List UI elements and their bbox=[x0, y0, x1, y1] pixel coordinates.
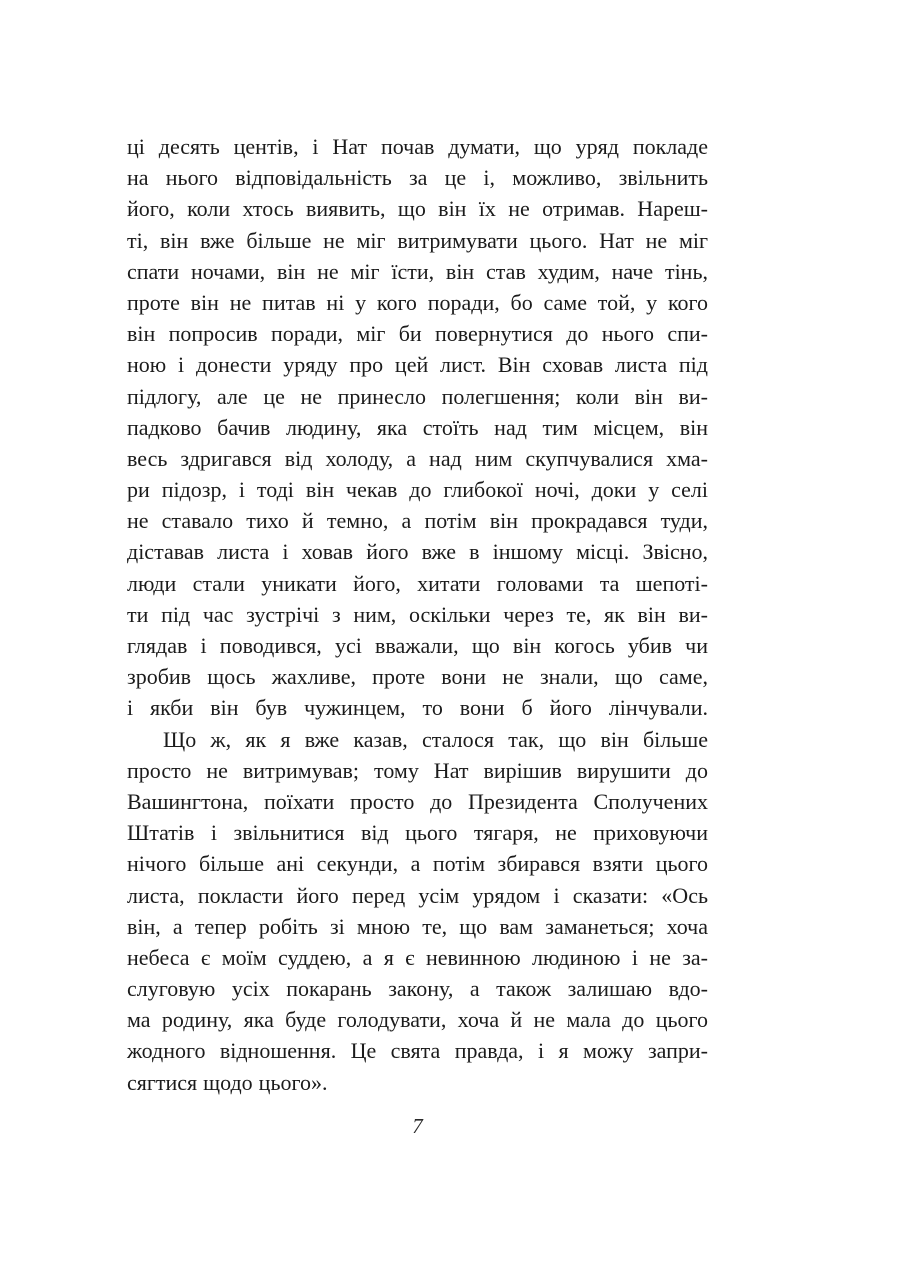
text-line: ма родину, яка буде голодувати, хоча й не мала до цього bbox=[127, 1007, 708, 1033]
text-line: нічого більше ані секунди, а потім збирався взяти цього bbox=[127, 851, 708, 877]
text-line: на нього відповідальність за це і, можливо, звільнить bbox=[127, 165, 708, 191]
text-line: підлогу, але це не принесло полегшення; коли він ви- bbox=[127, 383, 708, 409]
text-line: зробив щось жахливе, проте вони не знали, що саме, bbox=[127, 664, 708, 690]
text-line: він попросив поради, міг би повернутися до нього спи- bbox=[127, 321, 708, 347]
text-line: спати ночами, він не міг їсти, він став худим, наче тінь, bbox=[127, 258, 708, 284]
text-line: просто не витримував; тому Нат вирішив вирушити до bbox=[127, 757, 708, 783]
text-line: слуговую усіх покарань закону, а також залишаю вдо- bbox=[127, 976, 708, 1002]
text-line: люди стали уникати його, хитати головами та шепоті- bbox=[127, 570, 708, 596]
text-line: його, коли хтось виявить, що він їх не отримав. Нареш- bbox=[127, 196, 708, 222]
text-line: він, а тепер робіть зі мною те, що вам заманеться; хоча bbox=[127, 913, 708, 939]
text-line: глядав і поводився, усі вважали, що він когось убив чи bbox=[127, 633, 708, 658]
text-line: ри підозр, і тоді він чекав до глибокої ночі, доки у селі bbox=[127, 477, 708, 503]
page-number: 7 bbox=[412, 1114, 423, 1138]
text-line: Штатів і звільнитися від цього тягаря, не приховуючи bbox=[127, 820, 708, 846]
text-line: ці десять центів, і Нат почав думати, що уряд покладе bbox=[127, 134, 708, 159]
text-line: жодного відношення. Це свята правда, і я можу запри- bbox=[127, 1038, 708, 1064]
text-line: не ставало тихо й темно, а потім він прокрадався туди, bbox=[127, 508, 708, 534]
text-line: ти під час зустрічі з ним, оскільки через те, як він ви- bbox=[127, 601, 708, 627]
text-line: проте він не питав ні у кого поради, бо саме той, у кого bbox=[127, 289, 708, 315]
text-line: сягтися щодо цього». bbox=[127, 1069, 328, 1095]
text-line: діставав листа і ховав його вже в іншому місці. Звісно, bbox=[127, 539, 708, 565]
text-line: Що ж, як я вже казав, сталося так, що він більше bbox=[163, 726, 708, 752]
text-line: і якби він був чужинцем, то вони б його лінчували. bbox=[127, 695, 708, 721]
text-line: ті, він вже більше не міг витримувати цього. Нат не міг bbox=[127, 227, 708, 253]
text-line: небеса є моїм суддею, а я є невинною людиною і не за- bbox=[127, 944, 708, 970]
text-line: весь здригався від холоду, а над ним скупчувалися хма- bbox=[127, 445, 708, 471]
body-text bbox=[127, 131, 708, 1098]
text-line: падково бачив людину, яка стоїть над тим місцем, він bbox=[127, 414, 708, 440]
text-line: листа, покласти його перед усім урядом і сказати: «Ось bbox=[127, 882, 708, 908]
text-line: ною і донести уряду про цей лист. Він сховав листа під bbox=[127, 352, 708, 378]
text-line: Вашингтона, поїхати просто до Президента Сполучених bbox=[127, 788, 708, 814]
